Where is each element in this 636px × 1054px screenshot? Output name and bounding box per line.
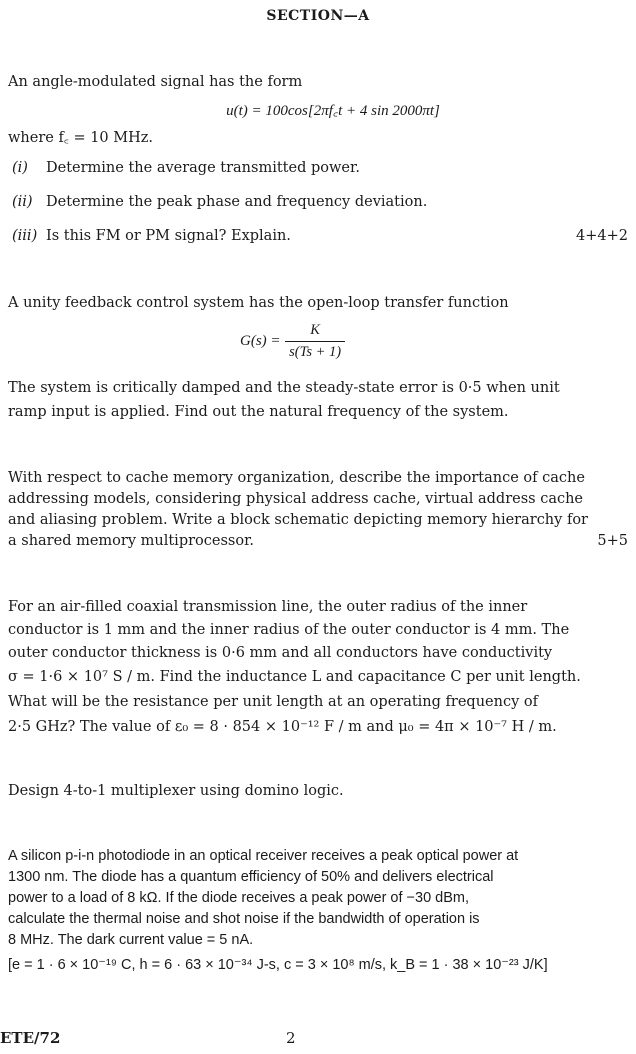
q1-part-iii-text: Is this FM or PM signal? Explain.: [46, 228, 291, 244]
q6-line-2: 1300 nm. The diode has a quantum efficiency of 50% and delivers electrical: [8, 869, 494, 885]
q1-part-ii-text: Determine the peak phase and frequency deviation.: [46, 194, 428, 210]
q1-intro: An angle-modulated signal has the form: [8, 74, 303, 90]
q1-part-i-number: (i): [12, 160, 28, 176]
q3-line-4-text: a shared memory multiprocessor.: [8, 533, 255, 549]
q6-line-1: A silicon p-i-n photodiode in an optical receiver receives a peak optical power at: [8, 848, 519, 864]
q6-line-6: [e = 1 · 6 × 10⁻¹⁹ C, h = 6 · 63 × 10⁻³⁴ J-s, c = 3 × 10⁸ m/s, k_B = 1 · 38 × 10⁻²³ J/K]: [8, 957, 548, 973]
q3-line-1: With respect to cache memory organization, describe the importance of cache: [8, 470, 585, 486]
q3-line-4: [8, 531, 628, 552]
q4-line-1: For an air-filled coaxial transmission line, the outer radius of the inner: [8, 599, 528, 615]
question-1: [8, 72, 628, 247]
question-2: [8, 293, 628, 423]
q1-part-iii: [8, 226, 628, 247]
q4-line-2: conductor is 1 mm and the inner radius of the outer conductor is 4 mm. The: [8, 622, 570, 638]
q4-line-6: 2·5 GHz? The value of ε₀ = 8 · 854 × 10⁻¹² F / m and μ₀ = 4π × 10⁻⁷ H / m.: [8, 719, 557, 735]
paper-code: ETE/72: [0, 1029, 61, 1047]
section-title-text: SECTION—A: [266, 8, 370, 24]
q2-denominator: s(Ts + 1): [289, 344, 342, 360]
question-6: [8, 846, 628, 977]
q1-equation: u(t) = 100cos[2πf꜀t + 4 sin 2000πt]: [226, 103, 440, 119]
q1-part-ii: [8, 192, 628, 213]
q1-part-iii-number: (iii): [12, 228, 38, 244]
q3-marks: 5+5: [597, 533, 628, 549]
q1-part-i-text: Determine the average transmitted power.: [46, 160, 360, 176]
question-5: [8, 781, 628, 802]
q1-where: where f꜀ = 10 MHz.: [8, 130, 154, 146]
q2-line-1: The system is critically damped and the steady-state error is 0·5 when unit: [8, 380, 560, 396]
q1-part-ii-number: (ii): [12, 194, 33, 210]
q2-line-2: ramp input is applied. Find out the natural frequency of the system.: [8, 404, 509, 420]
q6-line-4: calculate the thermal noise and shot noise if the bandwidth of operation is: [8, 911, 480, 927]
q3-line-3: and aliasing problem. Write a block schematic depicting memory hierarchy for: [8, 512, 588, 528]
q4-line-4: σ = 1·6 × 10⁷ S / m. Find the inductance L and capacitance C per unit length.: [8, 669, 581, 685]
question-3: [8, 468, 628, 552]
q1-marks: 4+4+2: [576, 228, 628, 244]
q2-intro: A unity feedback control system has the open-loop transfer function: [8, 295, 509, 311]
q2-numerator: K: [285, 320, 345, 342]
q6-line-3: power to a load of 8 kΩ. If the diode receives a peak power of −30 dBm,: [8, 890, 470, 906]
q2-lhs: G(s) =: [240, 333, 281, 349]
q4-line-5: What will be the resistance per unit length at an operating frequency of: [8, 694, 538, 710]
q5-text: Design 4-to-1 multiplexer using domino logic.: [8, 783, 344, 799]
section-title: [0, 6, 636, 27]
question-4: [8, 596, 628, 740]
q2-fraction: [285, 320, 345, 363]
q4-line-3: outer conductor thickness is 0·6 mm and all conductors have conductivity: [8, 645, 553, 661]
q1-part-i: [8, 158, 628, 179]
q6-line-5: 8 MHz. The dark current value = 5 nA.: [8, 932, 254, 948]
page-number: 2: [286, 1029, 296, 1047]
q2-transfer-function: [8, 320, 628, 366]
q3-line-2: addressing models, considering physical address cache, virtual address cache: [8, 491, 584, 507]
